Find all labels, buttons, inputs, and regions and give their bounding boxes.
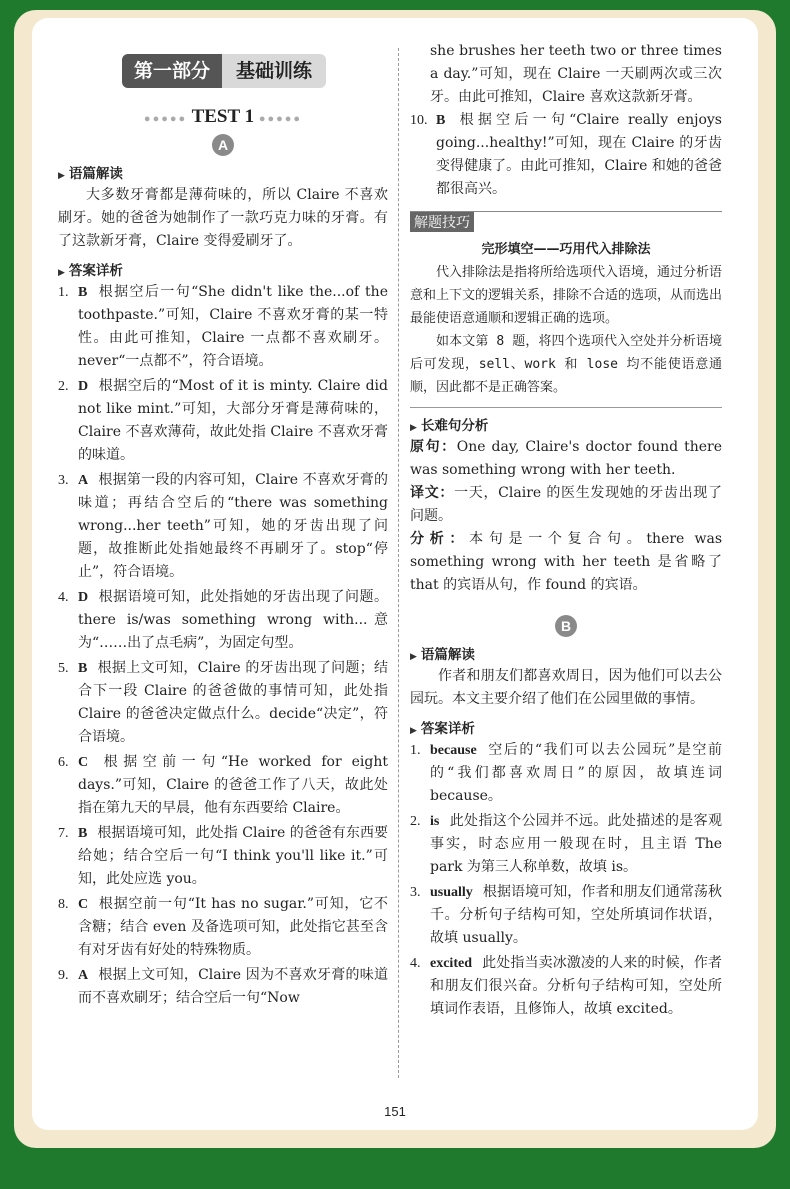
answer-item (58, 469, 388, 584)
item-answer: C (78, 755, 89, 770)
bottom-band (0, 1150, 790, 1189)
skill-title: 完形填空——巧用代入排除法 (481, 242, 651, 257)
heading-text: 语篇解读 (420, 647, 475, 663)
triangle-icon: ▶ (410, 652, 417, 662)
triangle-icon: ▶ (58, 268, 65, 278)
item-9-continuation: she brushes her teeth two or three times a day.”可知，现在 Claire 一天刷两次或三次牙。由此可推知，Claire 喜欢这款新牙膏。 (430, 43, 722, 105)
item-text: 空后的“我们可以去公园玩”是空前的“我们都喜欢周日”的原因，故填连词 because。 (430, 742, 722, 804)
skill-paragraph-2: 如本文第 8 题，将四个选项代入空处并分析语境后可发现，sell、work 和 lose 均不能使语意通顺，因此都不是正确答案。 (410, 334, 722, 395)
long-sentence-head (410, 414, 722, 434)
item-number: 3. (410, 885, 421, 900)
item-answer: usually (430, 885, 473, 900)
test-title-text: TEST 1 (191, 106, 255, 127)
label: 译文： (410, 485, 455, 501)
item-text: 此处指这个公园并不远。此处描述的是客观事实，时态应用一般现在时，且主语 The park 为第三人称单数，故填 is。 (430, 813, 722, 875)
item-number: 8. (58, 897, 69, 912)
item-answer: C (78, 897, 89, 912)
item-text: 根据语境可知，此处指 Claire 的爸爸有东西要给她；结合空后一句“I think you'll like it.”可知，此处应选 you。 (78, 825, 388, 887)
answer-item (58, 586, 388, 655)
item-answer: is (430, 814, 440, 829)
item-answer: A (78, 473, 89, 488)
item-number: 10. (410, 113, 428, 128)
item-number: 4. (410, 956, 421, 971)
translation (410, 482, 722, 528)
separator (410, 407, 722, 408)
item-answer: A (78, 968, 89, 983)
analysis (410, 528, 722, 597)
right-column (410, 40, 722, 1023)
item-number: 3. (58, 473, 69, 488)
skill-box (410, 211, 722, 399)
answer-item (58, 281, 388, 373)
item-number: 7. (58, 826, 69, 841)
item-answer: B (78, 826, 88, 841)
left-column (58, 40, 388, 1012)
triangle-icon: ▶ (58, 171, 65, 181)
item-number: 2. (58, 379, 69, 394)
dots-left-icon: ●●●●● (143, 113, 188, 125)
item-number: 2. (410, 814, 421, 829)
item-number: 1. (58, 285, 69, 300)
item-text: 根据语境可知，作者和朋友们通常荡秋千。分析句子结构可知，空处所填词作状语，故填 usually。 (430, 884, 722, 946)
section-b-intro: 作者和朋友们都喜欢周日，因为他们可以去公园玩。本文主要介绍了他们在公园里做的事情。 (410, 668, 722, 707)
item-text: 根据空后的“Most of it is minty. Claire did not like mint.”可知，大部分牙膏是薄荷味的，Claire 不喜欢薄荷，故此处指 Claire 不喜欢牙膏的味道。 (78, 378, 388, 463)
item-answer: excited (430, 956, 472, 971)
text: 一天，Claire 的医生发现她的牙齿出现了问题。 (410, 485, 722, 524)
item-text: 根据空后一句“Claire really enjoys going...healthy!”可知，现在 Claire 的牙齿变得健康了。由此可推知，Claire 和她的爸爸都很高兴。 (436, 112, 722, 197)
item-number: 1. (410, 743, 421, 758)
page-number: 151 (384, 1104, 406, 1119)
skill-tag: 解题技巧 (410, 212, 474, 232)
label: 原句： (410, 439, 457, 455)
heading-text: 语篇解读 (68, 166, 123, 182)
item-text: 根据上文可知，Claire 的牙齿出现了问题；结合下一段 Claire 的爸爸做的事情可知，此处指 Claire 的爸爸决定做点什么。decide“决定”，符合语境。 (78, 660, 388, 745)
label: 分析： (410, 531, 470, 547)
item-text: 根据空后一句“She didn't like the...of the toothpaste.”可知，Claire 不喜欢牙膏的某一特性。由此可推知，Claire 一点都不喜欢刷牙。never“一点都不”，符合语境。 (78, 284, 388, 369)
text: 本句是一个复合句。there was something wrong with her teeth 是省略了 that 的宾语从句，作 found 的宾语。 (410, 531, 722, 593)
section-b-marker: B (555, 615, 577, 637)
item-text: 根据空前一句“He worked for eight days.”可知，Claire 的爸爸工作了八天，故此处指在第九天的早晨，他有东西要给 Claire。 (78, 754, 388, 816)
test-title (58, 106, 388, 128)
heading-text: 答案详析 (68, 263, 123, 279)
dots-right-icon: ●●●●● (258, 113, 303, 125)
heading-text: 长难句分析 (420, 418, 489, 434)
item-text: 根据空前一句“It has no sugar.”可知，它不含糖；结合 even 及备选项可知，此处指它甚至含有对牙齿有好处的特殊物质。 (78, 896, 388, 958)
item-answer: B (436, 113, 446, 128)
part-label: 第一部分 (122, 54, 222, 88)
section-b-reading-head (410, 643, 722, 663)
item-text: 根据第一段的内容可知，Claire 不喜欢牙膏的味道；再结合空后的“there was something wrong...her teeth”可知，她的牙齿出现了问题，故推断此处指她最终不再刷牙了。stop“停止”，符合语境。 (78, 472, 388, 580)
answer-item (58, 822, 388, 891)
text: One day, Claire's doctor found there was something wrong with her teeth. (410, 439, 723, 478)
triangle-icon: ▶ (410, 423, 417, 433)
section-a-reading-head (58, 162, 388, 182)
answer-item (410, 810, 722, 879)
answer-item (58, 964, 388, 1010)
answer-item (58, 375, 388, 467)
answer-item (58, 657, 388, 749)
item-number: 4. (58, 590, 69, 605)
item-answer: B (78, 285, 88, 300)
column-divider (398, 48, 399, 1078)
answer-item (410, 109, 722, 201)
section-a-intro: 大多数牙膏都是薄荷味的，所以 Claire 不喜欢刷牙。她的爸爸为她制作了一款巧克力味的牙膏。有了这款新牙膏，Claire 变得爱刷牙了。 (58, 187, 388, 249)
section-a-answers-head (58, 259, 388, 279)
item-text: 根据语境可知，此处指她的牙齿出现了问题。there is/was something wrong with...意为“……出了点毛病”，为固定句型。 (78, 589, 388, 651)
answer-item (410, 952, 722, 1021)
original-sentence (410, 436, 722, 482)
answer-item (410, 739, 722, 808)
part-subtitle: 基础训练 (222, 54, 326, 88)
item-answer: D (78, 379, 89, 394)
item-text: 根据上文可知，Claire 因为不喜欢牙膏的味道而不喜欢刷牙；结合空后一句“Now (78, 967, 388, 1006)
item-answer: because (430, 743, 477, 758)
section-b-answers-head (410, 717, 722, 737)
item-number: 6. (58, 755, 69, 770)
item-number: 9. (58, 968, 69, 983)
item-number: 5. (58, 661, 69, 676)
item-text: 此处指当卖冰激凌的人来的时候，作者和朋友们很兴奋。分析句子结构可知，空处所填词作表语，且修饰人，故填 excited。 (430, 955, 722, 1017)
heading-text: 答案详析 (420, 721, 475, 737)
item-answer: D (78, 590, 89, 605)
answer-item (58, 893, 388, 962)
skill-paragraph-1: 代入排除法是指将所给选项代入语境，通过分析语意和上下文的逻辑关系，排除不合适的选项，从而选出最能使语意通顺和逻辑正确的选项。 (410, 265, 723, 326)
triangle-icon: ▶ (410, 726, 417, 736)
part-banner (122, 54, 388, 88)
answer-item (58, 751, 388, 820)
item-answer: B (78, 661, 88, 676)
section-a-marker: A (212, 134, 234, 156)
answer-item (410, 881, 722, 950)
